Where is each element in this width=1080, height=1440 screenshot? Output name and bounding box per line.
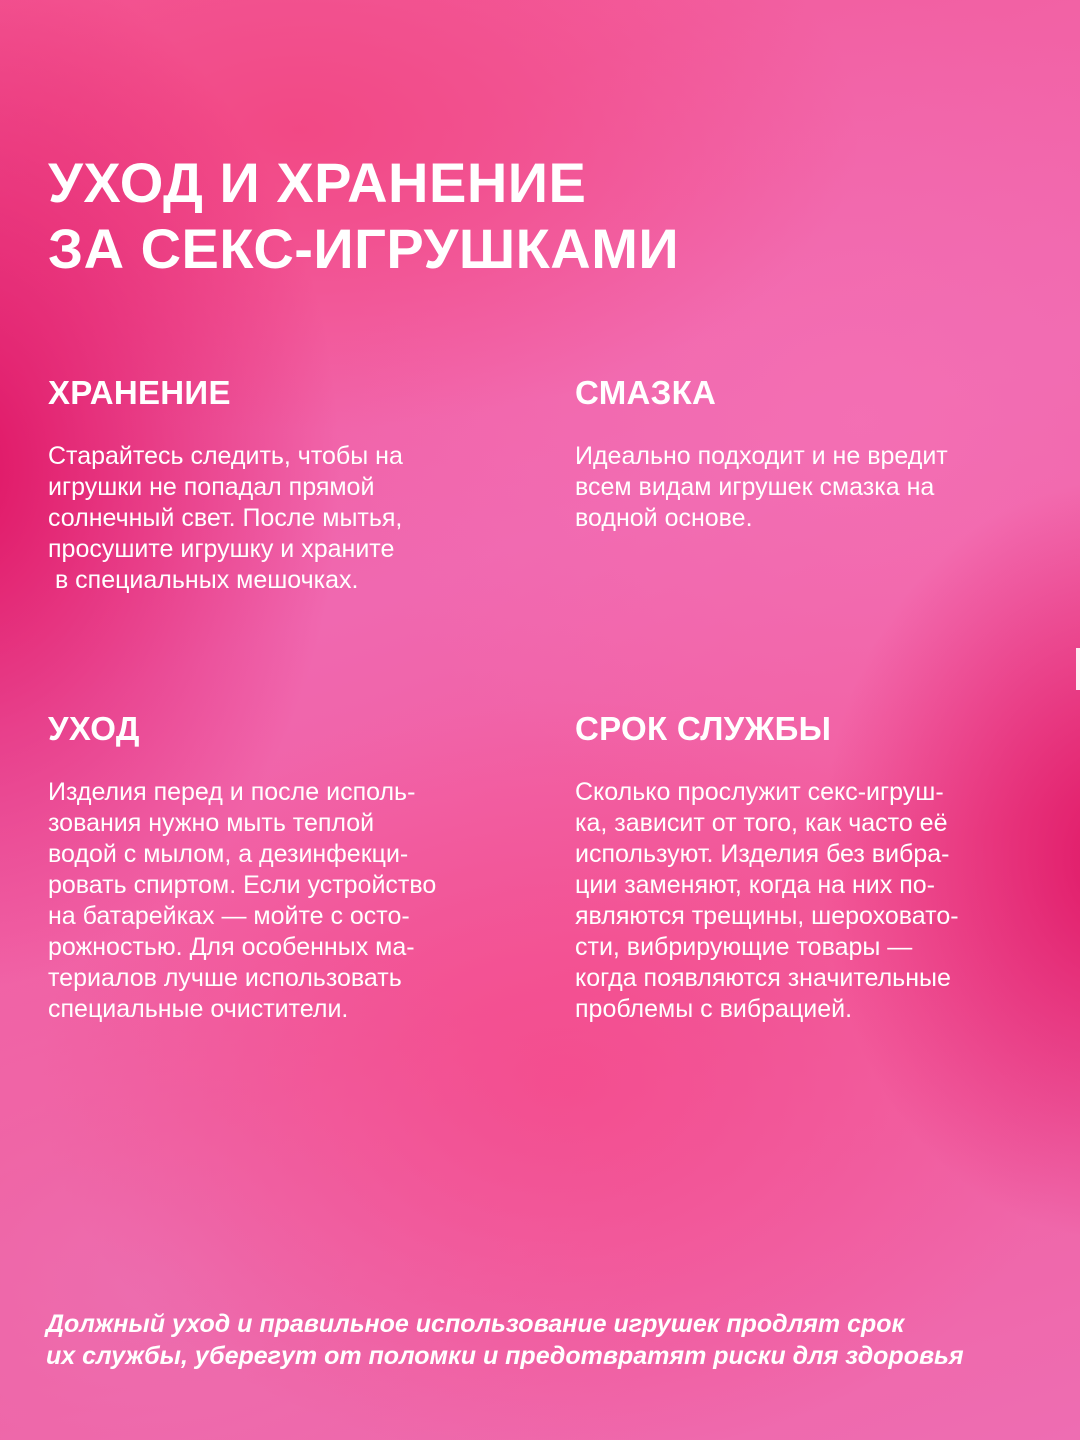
section-heading-storage: ХРАНЕНИЕ — [48, 374, 231, 411]
section-body-storage — [48, 441, 518, 596]
care-line: Изделия перед и после исполь- — [48, 778, 416, 806]
care-line: зования нужно мыть теплой — [48, 809, 375, 837]
lifespan-line: когда появляются значительные — [575, 964, 951, 992]
footer-note-line-2: их службы, уберегут от поломки и предотвратят риски для здоровья — [46, 1342, 964, 1370]
section-body-lifespan — [575, 777, 1045, 1025]
storage-line: Старайтесь следить, чтобы на — [48, 442, 403, 470]
storage-line: игрушки не попадал прямой — [48, 473, 375, 501]
footer-note-line-1: Должный уход и правильное использование игрушек продлят срок — [46, 1310, 905, 1338]
section-lubricant — [575, 373, 1045, 534]
section-heading-care: УХОД — [48, 710, 140, 747]
lifespan-line: Сколько прослужит секс-игруш- — [575, 778, 944, 806]
section-care — [48, 709, 518, 1025]
section-heading-lifespan: СРОК СЛУЖБЫ — [575, 710, 832, 747]
page-title-line-2: ЗА СЕКС-ИГРУШКАМИ — [48, 217, 680, 280]
edge-mark — [1076, 648, 1080, 690]
care-line: териалов лучше использовать — [48, 964, 402, 992]
section-heading-lubricant: СМАЗКА — [575, 374, 717, 411]
storage-line: солнечный свет. После мытья, — [48, 504, 403, 532]
section-body-care — [48, 777, 518, 1025]
lubricant-line: водной основе. — [575, 504, 753, 532]
care-line: специальные очистители. — [48, 995, 349, 1023]
care-line: ровать спиртом. Если устройство — [48, 871, 437, 899]
lubricant-line: Идеально подходит и не вредит — [575, 442, 948, 470]
footer-note — [46, 1308, 964, 1372]
lifespan-line: сти, вибрирующие товары — — [575, 933, 913, 961]
section-lifespan — [575, 709, 1045, 1025]
care-line: на батарейках — мойте с осто- — [48, 902, 410, 930]
care-line: водой с мылом, а дезинфекци- — [48, 840, 409, 868]
section-storage — [48, 373, 518, 596]
lubricant-line: всем видам игрушек смазка на — [575, 473, 935, 501]
section-body-lubricant — [575, 441, 1045, 534]
lifespan-line: ции заменяют, когда на них по- — [575, 871, 935, 899]
storage-line: в специальных мешочках. — [48, 566, 359, 594]
care-line: рожностью. Для особенных ма- — [48, 933, 415, 961]
lifespan-line: являются трещины, шероховато- — [575, 902, 959, 930]
lifespan-line: используют. Изделия без вибра- — [575, 840, 950, 868]
page-title-line-1: УХОД И ХРАНЕНИЕ — [48, 151, 587, 214]
page-title — [48, 150, 679, 282]
storage-line: просушите игрушку и храните — [48, 535, 395, 563]
lifespan-line: ка, зависит от того, как часто её — [575, 809, 948, 837]
lifespan-line: проблемы с вибрацией. — [575, 995, 853, 1023]
